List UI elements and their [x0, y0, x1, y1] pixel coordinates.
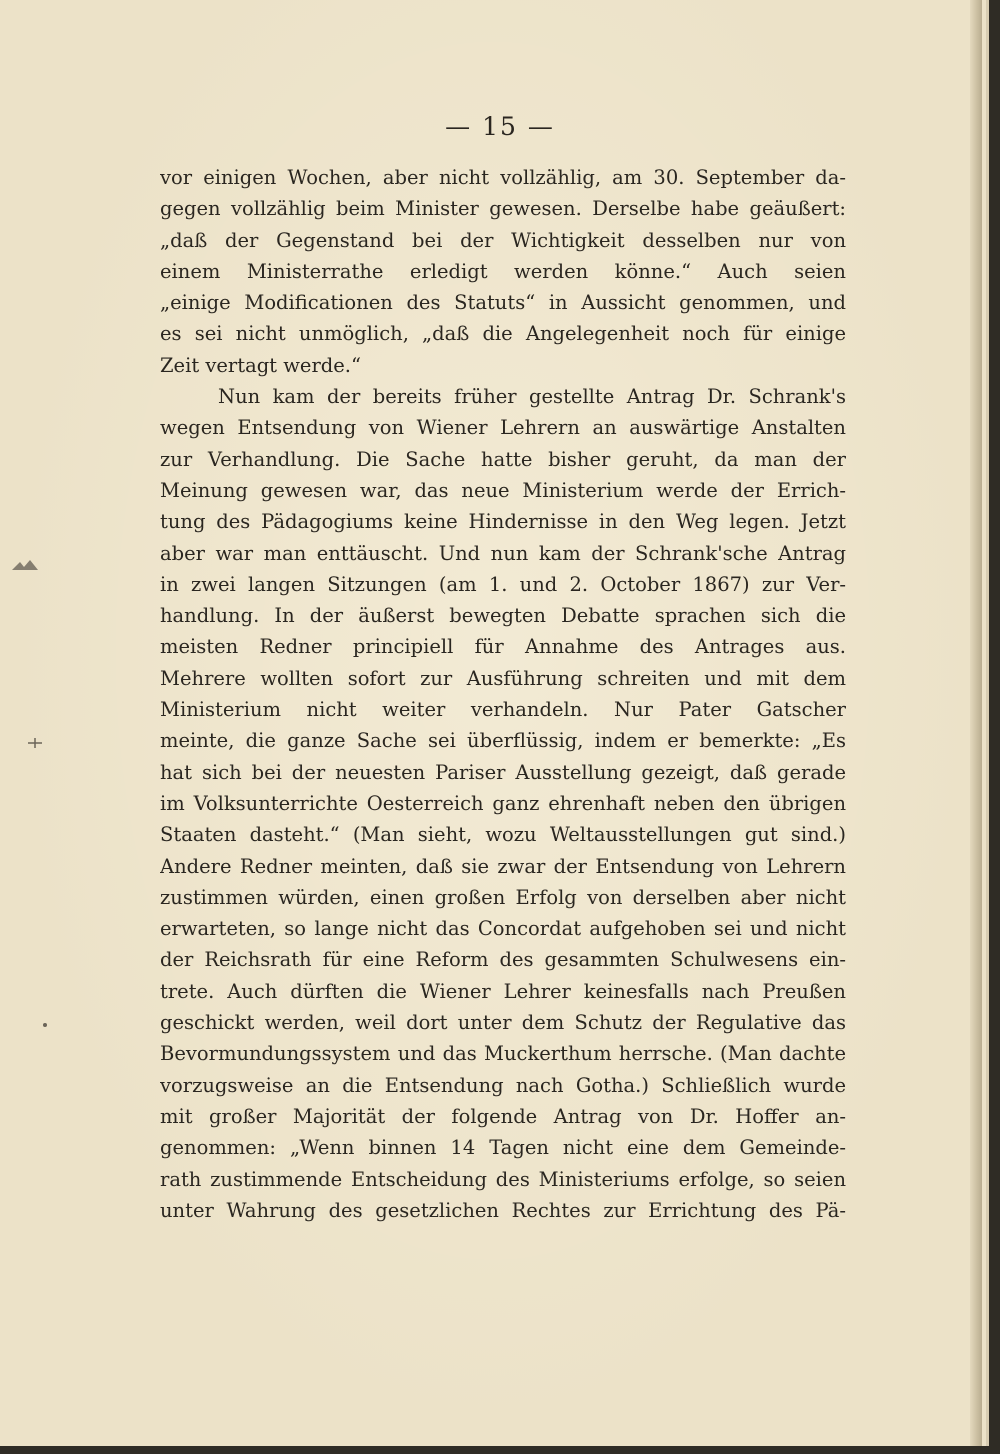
text-line: genommen: „Wenn binnen 14 Tagen nicht eine dem Gemeinde- — [160, 1136, 846, 1160]
text-line: erwarteten, so lange nicht das Concordat aufgehoben sei und nicht — [160, 917, 846, 941]
text-line: aber war man enttäuscht. Und nun kam der Schrank'sche Antrag — [160, 541, 846, 565]
text-line: vor einigen Wochen, aber nicht vollzählig, am 30. September da- — [160, 166, 846, 189]
text-line: meinte, die ganze Sache sei überflüssig, indem er bemerkte: „Es — [160, 729, 846, 753]
text-line: unter Wahrung des gesetzlichen Rechtes zur Errichtung des Pä- — [160, 1198, 846, 1222]
text-line: zustimmen würden, einen großen Erfolg von derselben aber nicht — [160, 885, 846, 909]
text-line: Bevormundungssystem und das Muckerthum herrsche. (Man dachte — [160, 1042, 846, 1066]
text-line: Nun kam der bereits früher gestellte Antrag Dr. Schrank's — [218, 385, 846, 409]
text-line: Andere Redner meinten, daß sie zwar der Entsendung von Lehrern — [160, 854, 846, 878]
text-line: „daß der Gegenstand bei der Wichtigkeit desselben nur von — [160, 228, 846, 252]
text-line: hat sich bei der neuesten Pariser Ausstellung gezeigt, daß gerade — [160, 760, 846, 784]
margin-tick-icon — [28, 738, 42, 748]
text-line: „einige Modificationen des Statuts“ in Aussicht genommen, und — [160, 291, 846, 315]
text-line: meisten Redner principiell für Annahme des Antrages aus. — [160, 635, 846, 659]
text-line: geschickt werden, weil dort unter dem Schutz der Regulative das — [160, 1011, 846, 1035]
text-line: Ministerium nicht weiter verhandeln. Nur Pater Gatscher — [160, 698, 846, 722]
text-line: tung des Pädagogiums keine Hindernisse in den Weg legen. Jetzt — [160, 510, 846, 534]
text-line: Staaten dasteht.“ (Man sieht, wozu Weltausstellungen gut sind.) — [160, 823, 846, 847]
body-text — [160, 162, 846, 1226]
text-line: Zeit vertagt werde.“ — [160, 353, 361, 377]
margin-dot-icon — [42, 1022, 48, 1028]
text-line: Meinung gewesen war, das neue Ministerium werde der Errich- — [160, 478, 846, 502]
text-line: wegen Entsendung von Wiener Lehrern an auswärtige Anstalten — [160, 416, 846, 440]
page-edge — [970, 0, 982, 1446]
text-line: mit großer Majorität der folgende Antrag von Dr. Hoffer an- — [160, 1104, 846, 1128]
text-line: der Reichsrath für eine Reform des gesammten Schulwesens ein- — [160, 948, 846, 972]
text-line: trete. Auch dürften die Wiener Lehrer keinesfalls nach Preußen — [160, 979, 846, 1003]
text-line: zur Verhandlung. Die Sache hatte bisher geruht, da man der — [160, 447, 846, 471]
text-line: rath zustimmende Entscheidung des Ministeriums erfolge, so seien — [160, 1167, 846, 1191]
page-number: — 15 — — [445, 112, 555, 141]
text-line: es sei nicht unmöglich, „daß die Angelegenheit noch für einige — [160, 322, 846, 346]
text-line: handlung. In der äußerst bewegten Debatte sprachen sich die — [160, 604, 846, 628]
margin-pencil-mark-icon — [10, 556, 40, 574]
text-line: in zwei langen Sitzungen (am 1. und 2. October 1867) zur Ver- — [160, 572, 846, 596]
text-line: Mehrere wollten sofort zur Ausführung schreiten und mit dem — [160, 666, 846, 690]
text-line: gegen vollzählig beim Minister gewesen. Derselbe habe geäußert: — [160, 197, 846, 221]
text-line: im Volksunterrichte Oesterreich ganz ehrenhaft neben den übrigen — [160, 791, 846, 815]
text-line: vorzugsweise an die Entsendung nach Gotha.) Schließlich wurde — [160, 1073, 846, 1097]
text-line: einem Ministerrathe erledigt werden könne.“ Auch seien — [160, 259, 846, 283]
